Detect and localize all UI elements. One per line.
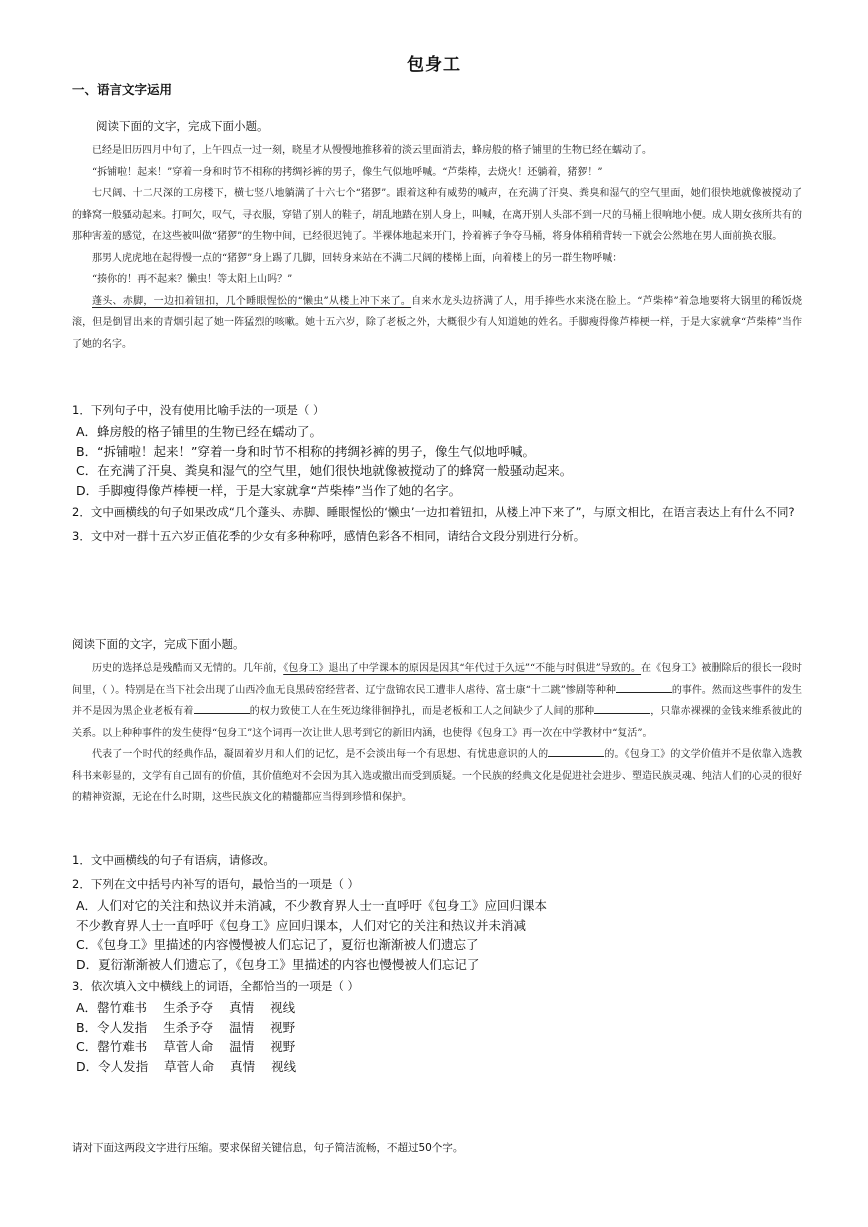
part1-paragraph-6 [72, 291, 802, 356]
q1-option-b: B．“拆铺啦！起来！”穿着一身和时节不相称的拷绸衫裤的男子，像生气似地呼喊。 [76, 443, 536, 459]
q2-option-a: A．人们对它的关注和热议并未消减，不少教育界人士一直呼吁《包身工》应回归课本 [76, 898, 548, 913]
part1-questions [72, 398, 802, 548]
q2-option-b: 不少教育界人士一直呼吁《包身工》应回归课本，人们对它的关注和热议并未消减 [76, 917, 527, 933]
fill-blank-3 [594, 703, 650, 714]
q3-option-a: A．罄竹难书 生杀予夺 真情 视线 [76, 1000, 296, 1015]
part1-paragraph-2: “拆铺啦！起来！”穿着一身和时节不相称的拷绸衫裤的男子，像生气似地呼喊。“芦柴棒，去烧火！还躺着，猪猡！” [92, 166, 603, 178]
q3-option-d: D．令人发指 草菅人命 真情 视线 [76, 1058, 297, 1074]
part1-paragraph-1: 已经是旧历四月中旬了，上午四点一过一刻，晓星才从慢慢地推移着的淡云里面消去，蜂房般的格子铺里的生物已经在蠕动了。 [92, 145, 652, 156]
question-2-1: 1．文中画横线的句子有语病，请修改。 [72, 853, 275, 867]
q1-option-c: C．在充满了汗臭、粪臭和湿气的空气里，她们很快地就像被搅动了的蜂窝一般骚动起来。 [76, 463, 573, 478]
part3-intro: 请对下面这两段文字进行压缩。要求保留关键信息，句子简洁流畅，不超过50个字。 [72, 1142, 464, 1154]
underlined-sentence: 《包身工》退出了中学课本的原因是因其“年代过于久远”“不能与时俱进”导致的。 [283, 663, 642, 674]
q2-option-c: C．《包身工》里描述的内容慢慢被人们忘记了，夏衍也渐渐被人们遗忘了 [76, 937, 479, 952]
part1-paragraph-5: “揍你的！再不起来？懒虫！等太阳上山吗？” [92, 274, 293, 285]
q1-option-d: D．手脚瘦得像芦棒梗一样，于是大家就拿“芦柴棒”当作了她的名字。 [76, 482, 462, 498]
fill-blank-1 [616, 682, 672, 693]
part1-paragraph-3: 七尺阔、十二尺深的工房楼下，横七竖八地躺满了十六七个“猪猡”。跟着这种有威势的喊声，在充满了汗臭、粪臭和湿气的空气里面，她们很快地就像被搅动了的蜂窝一般骚动起来。打呵欠，叹气，寻衣服，穿错了别人的鞋子，胡乱地踏在别人身上，叫喊，在离开别人头部不到一尺的马桶上很响地小便。成人期女孩所共有的那种害羞的感觉，在这些被叫做“猪猡”的生物中间，已经很迟钝了。半裸体地起来开门，拎着裤子争夺马桶，将身体稍稍背转一下就会公然地在男人面前换衣服。 [72, 188, 802, 242]
part2-paragraph-2: 代表了一个时代的经典作品，凝固着岁月和人们的记忆，是不会淡出每一个有思想、有忧患意识的人的 的。《包身工》的文学价值并不是依靠入选教科书来彰显的，文学有自己固有的价值，其价值绝对不会因为其入选或撤出而受到质疑。一个民族的经典文化是促进社会进步、塑造民族灵魂、纯洁人们的心灵的很好的精神资源，无论在什么时期，这些民族文化的精髓都应当得到珍惜和保护。 [72, 744, 802, 809]
document-title: 包身工 [407, 55, 461, 75]
fill-blank-4 [548, 746, 604, 757]
part1-intro: 阅读下面的文字，完成下面小题。 [96, 119, 269, 133]
question-2-2: 2．下列在文中括号内补写的语句，最恰当的一项是（ ） [72, 877, 359, 891]
part1-passage [72, 140, 802, 355]
part2-block [72, 636, 802, 809]
question-2: 2．文中画横线的句子如果改成“几个蓬头、赤脚、睡眼惺忪的‘懒虫’一边扣着钮扣，从楼上冲下来了”，与原文相比，在语言表达上有什么不同? [72, 505, 795, 519]
part2-questions [72, 848, 802, 1076]
part1-block [72, 118, 802, 355]
question-3: 3．文中对一群十五六岁正值花季的少女有多种称呼，感情色彩各不相同，请结合文段分别进行分析。 [72, 529, 586, 543]
section-heading: 一、语言文字运用 [72, 82, 173, 97]
part1-paragraph-6-rest: 自来水龙头边挤满了人，用手捧些水来浇在脸上。“芦柴棒”着急地要将大锅里的稀饭烧滚，但是倒冒出来的青烟引起了她一阵猛烈的咳嗽。她十五六岁，除了老板之外，大概很少有人知道她的姓名。手脚瘦得像芦棒梗一样，于是大家就拿“芦柴棒”当作了她的名字。 [72, 295, 802, 350]
part1-paragraph-4: 那男人虎虎地在起得慢一点的“猪猡”身上踢了几脚，回转身来站在不满二尺阔的楼梯上面，向着楼上的另一群生物呼喊： [92, 252, 623, 264]
part2-passage [72, 658, 802, 809]
q1-option-a: A．蜂房般的格子铺里的生物已经在蠕动了。 [76, 424, 323, 439]
part3-block [72, 1140, 802, 1155]
q3-option-b: B．令人发指 生杀予夺 温情 视野 [76, 1019, 296, 1035]
q2-option-d: D．夏衍渐渐被人们遗忘了，《包身工》里描述的内容也慢慢被人们忘记了 [76, 956, 480, 972]
part2-paragraph-1: 历史的选择总是残酷而又无情的。几年前，《包身工》退出了中学课本的原因是因其“年代过于久远”“不能与时俱进”导致的。在《包身工》被删除后的很长一段时间里，（ ）。特别是在当下社会出现了山西冷血无良黑砖窑经营者、辽宁盘锦农民工遭非人虐待、富士康“十二跳”惨剧等种种 的事件。然而这些事件的发生并不是因为黑企业老板有着 的权力致使工人在生死边缘徘徊挣扎，而是老板和工人之间缺少了人间的那种 ，只靠赤裸裸的金钱来维系彼此的关系。以上种种事件的发生使得“包身工”这个词再一次让世人思考到它的新旧内涵，也使得《包身工》再一次在中学教材中“复活”。 [72, 663, 803, 739]
q3-option-c: C．罄竹难书 草菅人命 温情 视野 [76, 1039, 296, 1054]
question-2-3: 3．依次填入文中横线上的词语，全都恰当的一项是（ ） [72, 979, 359, 993]
part2-intro: 阅读下面的文字，完成下面小题。 [72, 637, 245, 651]
question-1: 1．下列句子中，没有使用比喻手法的一项是（ ） [72, 403, 325, 417]
fill-blank-2 [194, 703, 250, 714]
underlined-sentence: 蓬头、赤脚，一边扣着钮扣，几个睡眼惺忪的“懒虫”从楼上冲下来了。 [92, 295, 412, 307]
